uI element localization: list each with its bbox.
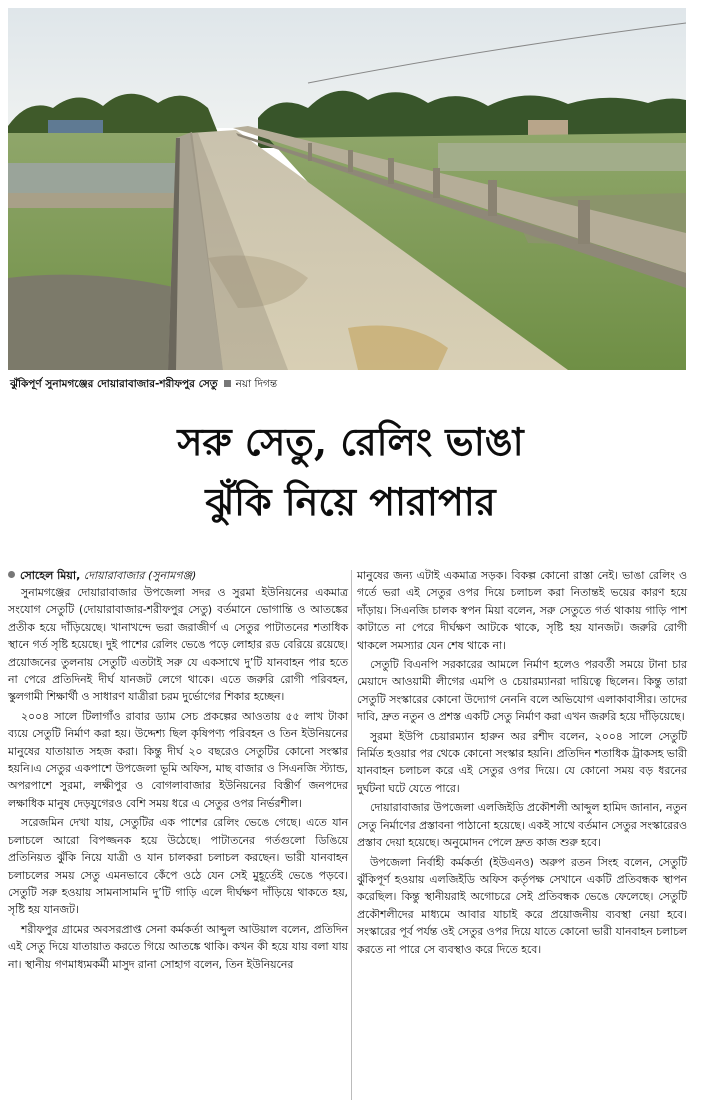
caption-text: ঝুঁকিপূর্ণ সুনামগঞ্জের দোয়ারাবাজার-শরীফপুর সেতু <box>10 378 218 390</box>
paragraph: উপজেলা নির্বাহী কর্মকর্তা (ইউএনও) অরুপ রতন সিংহ বলেন, সেতুটি ঝুঁকিপূর্ণ হওয়ায় এলজিইডি অফিস কর্তৃপক্ষ সেখানে একটি প্রতিবন্ধক স্থাপন করেছিল। কিন্তু স্থানীয়রাই অগোচরে সেই প্রতিবন্ধক ভেঙে ফেলেছে। সেতুটি প্রকৌশলীদের মাধ্যমে আবার যাচাই করে প্রয়োজনীয় ব্যবস্থা নেয়া হবে। সংস্কারের পূর্ব পর্যন্ত ওই সেতুর ওপর দিয়ে যাতে কোনো ভারী যানবাহন চলাচল করতে না পারে সে ব্যবস্থাও করে দিতে হবে। <box>357 855 687 956</box>
article-column-1 <box>8 567 348 975</box>
caption-separator-icon <box>224 380 231 387</box>
paragraph: সরেজমিন দেখা যায়, সেতুটির এক পাশের রেলিং ভেঙে গেছে। এতে যান চলাচলে আরো বিপজ্জনক হয়ে উঠেছে। পাটাতনের গর্তগুলো ডিঙিয়ে প্রতিনিয়ত ঝুঁকি নিয়ে যাত্রী ও যান চালকরা চলাচল করছেন। ভারী যানবাহন চলাচলের সময় সেতু এমনভাবে কেঁপে ওঠে যেন সেই মুহূর্তেই ভেঙে পড়বে। সেতুটি সরু হওয়ায় সামনাসামনি দু’টি গাড়ি এলে দীর্ঘক্ষণ দাঁড়িয়ে থাকতে হয়, সৃষ্টি হয় যানজট। <box>8 816 348 917</box>
paragraph: দোয়ারাবাজার উপজেলা এলজিইডি প্রকৌশলী আব্দুল হামিদ জানান, নতুন সেতু নির্মাণের প্রস্তাবনা পাঠানো হয়েছে। একই সাথে বর্তমান সেতুর সংস্কারেরও প্রস্তাব দেয়া হয়েছে। অনুমোদন পেলে দ্রুত কাজ শুরু হবে। <box>357 801 687 850</box>
column-divider <box>351 570 352 1100</box>
caption-credit: নয়া দিগন্ত <box>235 378 278 390</box>
bullet-icon <box>8 571 15 578</box>
reporter-name: সোহেল মিয়া, <box>20 569 81 582</box>
bridge-photo <box>8 8 686 370</box>
reporter-location: দোয়ারাবাজার (সুনামগঞ্জ) <box>83 569 197 582</box>
photo-caption <box>10 376 690 392</box>
byline <box>8 567 348 584</box>
paragraph: শরীফপুর গ্রামের অবসরপ্রাপ্ত সেনা কর্মকর্তা আব্দুল আউয়াল বলেন, প্রতিদিন এই সেতু দিয়ে যাতায়াত করতে গিয়ে আতঙ্কে থাকি। কখন কী হয়ে যায় বলা যায় না। স্থানীয় গণমাধ্যমকর্মী মাসুদ রানা সোহাগ বলেন, তিন ইউনিয়নের <box>8 922 348 971</box>
paragraph: সুনামগঞ্জের দোয়ারাবাজার উপজেলা সদর ও সুরমা ইউনিয়নের একমাত্র সংযোগ সেতুটি (দোয়ারাবাজার-শরীফপুর সেতু) বর্তমানে ভোগান্তি ও আতঙ্কের প্রতীক হয়ে দাঁড়িয়েছে। খানাখন্দে ভরা জরাজীর্ণ এ সেতুর পাটাতনের শতাধিক স্থানে গর্ত সৃষ্টি হয়েছে। দুই পাশের রেলিং ভেঙে পড়ে লোহার রড বেরিয়ে রয়েছে। প্রয়োজনের তুলনায় সেতুটি এতটাই সরু যে একসাথে দু’টি যানবাহন পার হতে না পেরে প্রতিদিনই দীর্ঘ যানজট লেগে থাকে। এতে জরুরি রোগী পরিবহন, স্কুলগামী শিক্ষার্থী ও সাধারণ যাত্রীরা চরম দুর্ভোগের শিকার হচ্ছেন। <box>8 586 348 704</box>
headline <box>0 412 701 532</box>
paragraph: সেতুটি বিএনপি সরকারের আমলে নির্মাণ হলেও পরবর্তী সময়ে টানা চার মেয়াদে আওয়ামী লীগের এমপি ও চেয়ারম্যানরা দায়িত্বে ছিলেন। কিন্তু তারা সেতুটি সংস্কারের কোনো উদ্যোগ নেননি বলে অভিযোগ এলাকাবাসীর। তাদের দাবি, দ্রুত নতুন ও প্রশস্ত একটি সেতু নির্মাণ করা এখন জরুরি হয়ে দাঁড়িয়েছে। <box>357 658 687 724</box>
paragraph: সুরমা ইউপি চেয়ারম্যান হারুন অর রশীদ বলেন, ২০০৪ সালে সেতুটি নির্মিত হওয়ার পর থেকে কোনো সংস্কার হয়নি। প্রতিদিন শতাধিক ট্রাকসহ ভারী যানবাহন চলাচল করে এই সেতুর ওপর দিয়ে। যে কোনো সময় বড় ধরনের দুর্ঘটনা ঘটে যেতে পারে। <box>357 729 687 795</box>
article-column-2 <box>357 567 687 960</box>
headline-line-1: সরু সেতু, রেলিং ভাঙা <box>177 419 524 464</box>
paragraph: ২০০৪ সালে টিলাগাঁও রাবার ড্যাম সেচ প্রকল্পের আওতায় ৫৫ লাখ টাকা ব্যয়ে সেতুটি নির্মাণ করা হয়। উদ্দেশ্য ছিল কৃষিপণ্য পরিবহন ও তিন ইউনিয়নের মানুষের যাতায়াত সহজ করা। কিন্তু দীর্ঘ ২০ বছরেও সেতুটির কোনো সংস্কার হয়নি।এ সেতুর একপাশে উপজেলা ভূমি অফিস, মাছ বাজার ও সিএনজি স্ট্যান্ড, অপরপাশে সুরমা, লক্ষীপুর ও বোগলাবাজার ইউনিয়নের বিস্তীর্ণ জনপদের লক্ষাধিক মানুষ দেড়যুগেরও বেশি সময় ধরে এ সেতুর ওপর নির্ভরশীল। <box>8 709 348 810</box>
headline-line-2: ঝুঁকি নিয়ে পারাপার <box>205 479 496 524</box>
paragraph: মানুষের জন্য এটাই একমাত্র সড়ক। বিকল্প কোনো রাস্তা নেই। ভাঙা রেলিং ও গর্তে ভরা এই সেতুর ওপর দিয়ে চলাচল করা নিতান্তই ভয়ের কারণ হয়ে দাঁড়ায়। সিএনজি চালক স্বপন মিয়া বলেন, সরু সেতুতে গর্ত থাকায় গাড়ি পাশ কাটাতে না পেরে দীর্ঘক্ষণ আটকে থাকে, সৃষ্টি হয় যানজট। জরুরি রোগী থাকলে সমস্যার যেন শেষ থাকে না। <box>357 569 687 652</box>
